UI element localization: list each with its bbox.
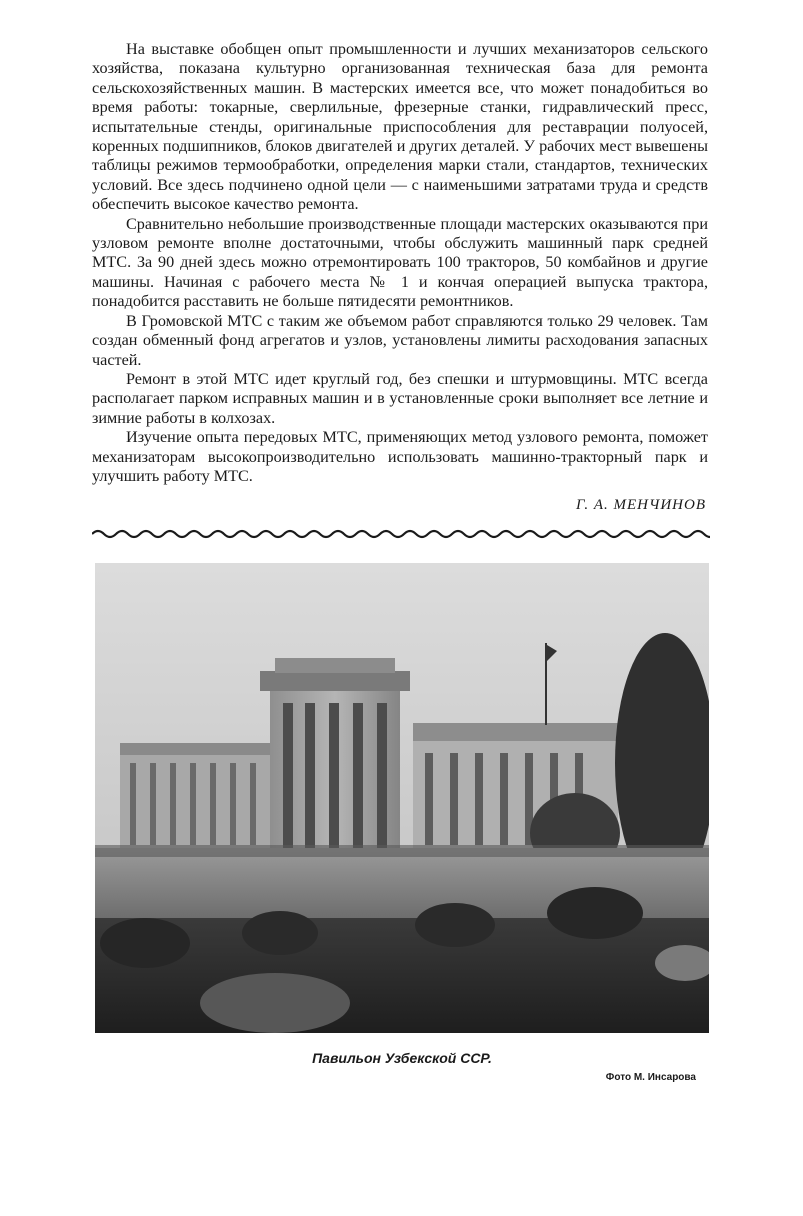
article-body — [92, 40, 708, 486]
paragraph-3: В Громовской МТС с таким же объемом работ справляются только 29 человек. Там создан обменный фонд агрегатов и узлов, установлены лимиты расходования запасных частей. — [92, 311, 708, 369]
photo-credit: Фото М. Инсарова — [605, 1072, 696, 1083]
paragraph-1: На выставке обобщен опыт промышленности и лучших механизаторов сельского хозяйства, показана культурно организованная техническая база для ремонта сельскохозяйственных машин. В мастерских имеется все, что может понадобиться во время работы: токарные, сверлильные, фрезерные станки, гидравлический пресс, испытательные стенды, оригинальные приспособления для реставрации полуосей, коренных подшипников, блоков двигателей и других деталей. У рабочих мест вывешены таблицы режимов термообработки, определения марки стали, стандартов, технических условий. Все здесь подчинено одной цели — с наименьшими затратами труда и средств обеспечить высокое качество ремонта. — [92, 40, 708, 214]
author-signature: Г. А. МЕНЧИНОВ — [575, 497, 706, 513]
paragraph-5: Изучение опыта передовых МТС, применяющих метод узлового ремонта, поможет механизаторам высокопроизводительно использовать машинно-тракторный парк и улучшить работу МТС. — [92, 428, 708, 485]
photo-caption: Павильон Узбекской ССР. — [312, 1050, 492, 1066]
wavy-divider — [92, 527, 710, 541]
paragraph-2: Сравнительно небольшие производственные площади мастерских оказываются при узловом ремонте вполне достаточными, чтобы обслужить машинный парк средней МТС. За 90 дней здесь можно отремонтировать 100 тракторов, 50 комбайнов и другие машины. Начиная с рабочего места № 1 и кончая операцией выпуска трактора, понадобится расставить не больше пятидесяти ремонтников. — [92, 214, 708, 311]
paragraph-4: Ремонт в этой МТС идет круглый год, без спешки и штурмовщины. МТС всегда располагает парком исправных машин и в установленные сроки выполняет все летние и зимние работы в колхозах. — [92, 369, 708, 427]
pavilion-photo — [95, 563, 709, 1033]
